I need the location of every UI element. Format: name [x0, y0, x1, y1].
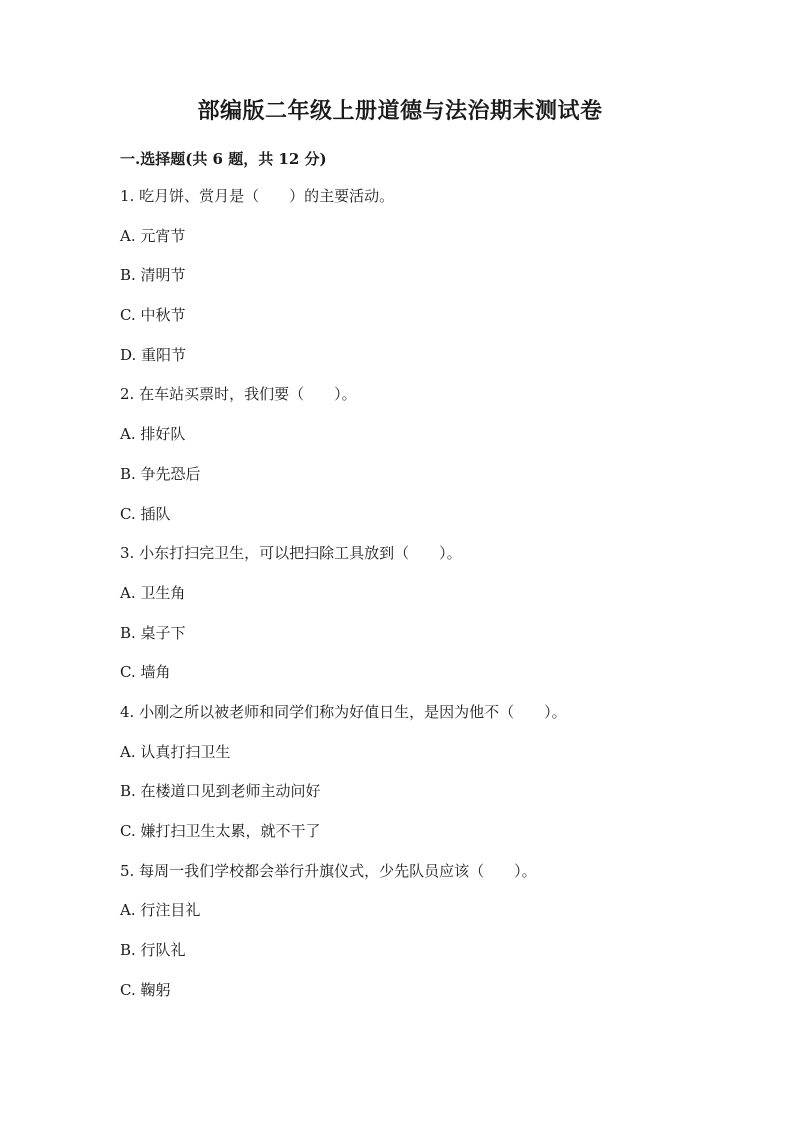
- question-stem: 2. 在车站买票时，我们要（ ）。: [120, 385, 357, 404]
- question-list: [120, 185, 700, 1018]
- answer-option: C. 墙角: [120, 663, 171, 682]
- question-stem: 4. 小刚之所以被老师和同学们称为好值日生，是因为他不（ ）。: [120, 702, 567, 721]
- question-stem: 3. 小东打扫完卫生，可以把扫除工具放到（ ）。: [120, 544, 462, 563]
- section-heading: 一.选择题(共 6 题，共 12 分): [120, 150, 327, 168]
- answer-option: B. 在楼道口见到老师主动问好: [120, 782, 321, 801]
- answer-option: A. 卫生角: [120, 583, 186, 602]
- answer-option: C. 中秋节: [120, 306, 186, 325]
- answer-option: D. 重阳节: [120, 345, 187, 364]
- answer-option: A. 元宵节: [120, 226, 186, 245]
- page-title: 部编版二年级上册道德与法治期末测试卷: [197, 98, 603, 124]
- answer-option: B. 行队礼: [120, 941, 186, 960]
- question-stem: 1. 吃月饼、赏月是（ ）的主要活动。: [120, 187, 395, 205]
- answer-option: B. 清明节: [120, 266, 186, 285]
- answer-option: C. 嫌打扫卫生太累，就不干了: [120, 822, 321, 840]
- answer-option: A. 认真打扫卫生: [120, 742, 231, 761]
- answer-option: A. 行注目礼: [120, 901, 201, 920]
- answer-option: C. 鞠躬: [120, 980, 171, 999]
- answer-option: B. 争先恐后: [120, 464, 201, 483]
- answer-option: B. 桌子下: [120, 623, 186, 642]
- question-stem: 5. 每周一我们学校都会举行升旗仪式，少先队员应该（ ）。: [120, 861, 537, 880]
- answer-option: C. 插队: [120, 504, 171, 523]
- answer-option: A. 排好队: [120, 425, 186, 444]
